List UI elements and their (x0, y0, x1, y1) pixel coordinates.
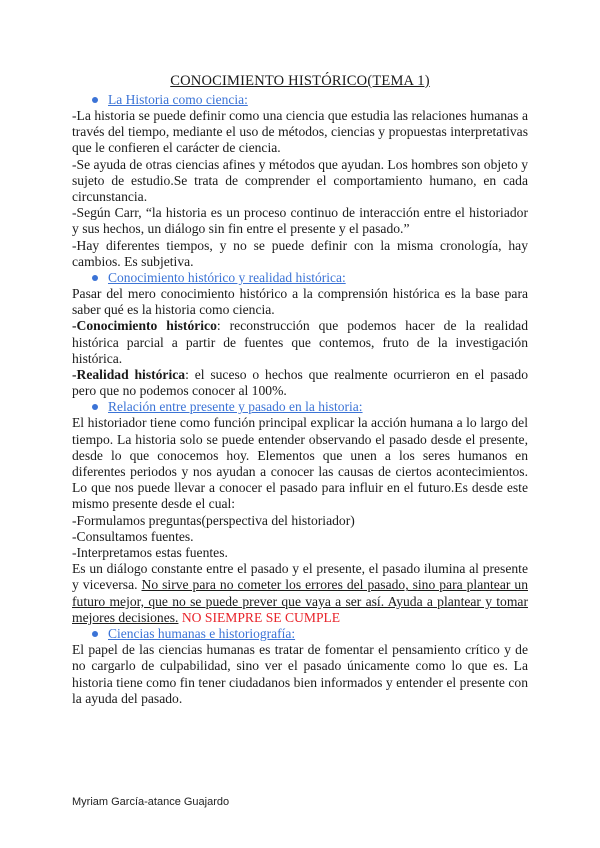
section-heading-historia-ciencia: La Historia como ciencia: (72, 92, 528, 108)
list-item: -Formulamos preguntas(perspectiva del historiador) (72, 512, 355, 528)
bullet-icon (92, 631, 98, 637)
closing-text: Es un diálogo constante entre el pasado y el presente, el pasado ilumina al presente y viceversa. (72, 561, 528, 593)
definition-realidad (72, 367, 528, 399)
section-heading-conocimiento-realidad: Conocimiento histórico y realidad histórica: (72, 270, 528, 286)
closing-paragraph (72, 561, 528, 626)
paragraph: El papel de las ciencias humanas es tratar de fomentar el pensamiento crítico y de no cargarlo de culpabilidad, sino ver el pasado únicamente como lo que es. La historia tiene como fin tener ciudadanos bien informados y entender el presente con la ayuda del pasado. (72, 642, 528, 706)
bullet-icon (92, 404, 98, 410)
section-heading-presente-pasado: Relación entre presente y pasado en la historia: (72, 399, 528, 415)
author-footer: Myriam García-atance Guajardo (72, 796, 230, 808)
paragraph: Pasar del mero conocimiento histórico a la comprensión histórica es la base para saber qué es la historia como ciencia. (72, 286, 528, 318)
red-note: NO SIEMPRE SE CUMPLE (178, 609, 341, 625)
definition-text: : el suceso o hechos que realmente ocurrieron en el pasado pero que no podemos conocer al 100%. (72, 367, 528, 399)
definition-text: : reconstrucción que podemos hacer de la realidad histórica parcial a partir de fuentes que contemos, fruto de la investigación histórica. (72, 318, 528, 366)
paragraph: -Según Carr, “la historia es un proceso continuo de interacción entre el historiador y sus hechos, un diálogo sin fin entre el presente y el pasado.” (72, 205, 528, 237)
underlined-text: No sirve para no cometer los errores del pasado, sino para plantear un futuro mejor, que no se puede prever que vaya a ser así. Ayuda a plantear y tomar mejores decisiones. (72, 577, 528, 625)
list-item: -Interpretamos estas fuentes. (72, 545, 228, 561)
paragraph: El historiador tiene como función principal explicar la acción humana a lo largo del tiempo. La historia solo se puede entender observando el pasado desde el presente, desde lo que conocemos hoy. Elementos que unen a los seres humanos en diferentes periodos y nos ayudan a conocer las causas de ciertos acontecimientos. Lo que nos puede llevar a conocer el pasado para influir en el futuro.Es desde este mismo presente desde el cual: (72, 415, 528, 512)
definition-term: -Realidad histórica (72, 367, 186, 383)
bullet-icon (92, 275, 98, 281)
paragraph: -Se ayuda de otras ciencias afines y métodos que ayudan. Los hombres son objeto y sujeto de estudio.Se trata de comprender el comportamiento humano, en cada circunstancia. (72, 156, 528, 205)
bullet-icon (92, 97, 98, 103)
list-item: -Consultamos fuentes. (72, 528, 194, 544)
page-title: CONOCIMIENTO HISTÓRICO(TEMA 1) (170, 73, 430, 89)
section-heading-ciencias-humanas: Ciencias humanas e historiografía: (72, 626, 528, 642)
definition-term: -Conocimiento histórico (72, 318, 217, 334)
paragraph: -Hay diferentes tiempos, y no se puede definir con la misma cronología, hay cambios. Es subjetiva. (72, 237, 528, 269)
paragraph: -La historia se puede definir como una ciencia que estudia las relaciones humanas a través del tiempo, mediante el uso de métodos, ciencias y propuestas interpretativas que le confieren el carácter de ciencia. (72, 108, 528, 156)
document-body (72, 72, 528, 707)
definition-conocimiento (72, 318, 528, 367)
